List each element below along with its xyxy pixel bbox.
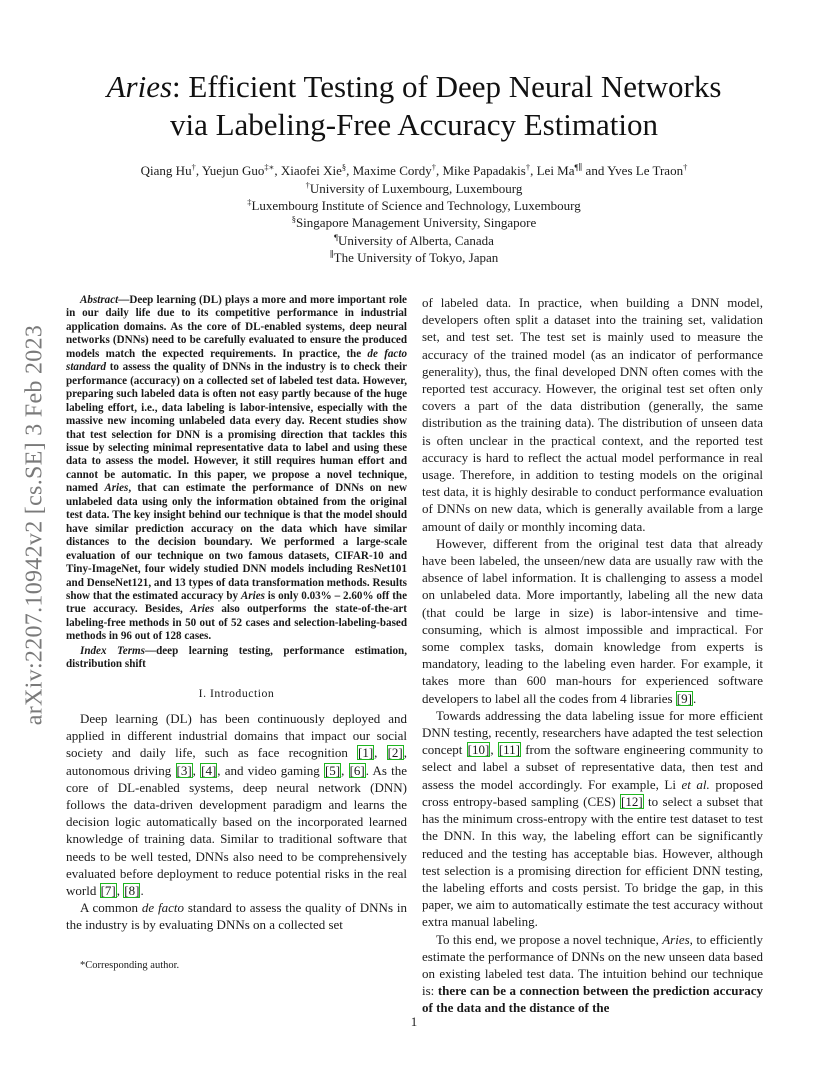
citation-link[interactable]: [11]: [498, 742, 520, 758]
affiliation-mark: §: [291, 214, 296, 225]
affiliation-text: Singapore Management University, Singapore: [295, 215, 537, 231]
intro-paragraph-4: [422, 707, 763, 931]
abstract-text-1: Deep learning (DL) plays a more and more important role in our daily life due to its competitive performance in industrial application domains. As the core of DL-enabled systems, deep neural networks (DNNs) need to be carefully evaluated to ensure the produced models match the expected requirements. In practice, the: [66, 294, 407, 360]
author-affiliation-mark: †: [683, 162, 688, 172]
citation-link[interactable]: [10]: [467, 742, 490, 758]
title-line-2: via Labeling-Free Accuracy Estimation: [169, 107, 659, 142]
intro-paragraph-2-continued: of labeled data. In practice, when building a DNN model, developers often split a dataset into the training set, validation set, and test set. The test set is mainly used to measure the accuracy of the trained model (as an indicator of performance generality), thus, the final developed DNN often comes with the reported test accuracy. However, the original test set often only covers a part of the data distribution (generally, the same distribution as the training data). The distribution of unseen data is often unclear in the practical context, and the reported test accuracy is hard to reflect the actual model performance in real usage. Therefore, in addition to testing models on the original test data, it is highly desirable to conduct performance evaluation of DNNs on new data, which is generally available from a large amount of daily or monthly incoming data.: [422, 295, 763, 534]
para-text: standard to assess the quality of DNNs in the industry is by evaluating DNNs on a collected set: [66, 900, 407, 933]
affiliation-text: University of Alberta, Canada: [337, 232, 494, 248]
para-text: , and video gaming: [217, 762, 324, 778]
abstract-em-3: Aries: [240, 589, 265, 602]
para-em: Aries: [662, 931, 690, 947]
citation-link[interactable]: [12]: [621, 793, 643, 809]
affiliation-mark: ‡: [247, 197, 252, 208]
para-text: to select a subset that has the minimum cross-entropy with the entire test dataset to test the DNN. In this way, the labeling effort can be significantly reduced and the testing has acceptable bias. However, although test selection is a promising direction for efficient DNN testing, the labeling efforts and costs persist. To bridge the gap, in this paper, we aim to automatically estimate the test accuracy without extra manual labeling.: [422, 793, 764, 930]
author-name: Yves Le Traon: [607, 163, 684, 178]
abstract-label: Abstract: [80, 294, 119, 306]
para-em: de facto: [141, 900, 185, 916]
para-text: Towards addressing the data labeling issue for more efficient DNN testing, recently, researchers have adapted the test selection concept: [422, 707, 763, 758]
para-text: To this end, we propose a novel technique,: [436, 931, 663, 947]
citation-link[interactable]: [1]: [357, 745, 374, 761]
intro-paragraph-1: [66, 710, 407, 899]
para-text: ,: [116, 882, 124, 898]
page-number: 1: [410, 1014, 418, 1029]
para-text: .: [692, 690, 697, 706]
author-name: Xiaofei Xie: [280, 163, 342, 178]
left-column: [66, 294, 407, 934]
para-text: , to efficiently estimate the performance of DNNs on the new unseen data based on existing labeled test data. The intuition behind our technique is:: [422, 931, 763, 999]
affiliation-mark: †: [305, 180, 310, 190]
title-line-1-rest: : Efficient Testing of Deep Neural Networks: [172, 69, 722, 104]
index-terms-dash: —: [144, 644, 157, 657]
author-separator: ,: [435, 163, 443, 178]
author-name: Maxime Cordy: [352, 163, 432, 178]
affiliation-text: The University of Tokyo, Japan: [333, 249, 499, 265]
para-text: . As the core of DL-enabled systems, deep neural network (DNN) follows the data-driven development paradigm and learns the decision logic automatically based on the incorporated learned knowledge of training data. Similar to traditional software that needs to be well tested, DNNs also need to be comprehensively evaluated before deployment to reduce potential risks in the real world: [66, 762, 408, 898]
citation-link[interactable]: [2]: [387, 745, 403, 761]
title-aries: Aries: [106, 69, 173, 104]
author-name: Yuejun Guo: [201, 163, 265, 178]
para-text: However, different from the original test data that already have been labeled, the unseen/new data are usually raw with the absence of label information. It is challenging to assess a model on unlabeled data. More importantly, labeling all the new data (that could be large in size) is labor-intensive and time-consuming, which is almost impossible and impractical. For some complex tasks, domain knowledge from experts is mandatory, leading to the labeling even harder. For example, it takes more than 600 man-hours for experienced software developers to label all the codes from 4 libraries: [422, 535, 763, 706]
affiliation-mark: ¶: [334, 231, 338, 242]
author-affiliation-mark: ¶∥: [574, 162, 583, 172]
abstract-dash: —: [118, 294, 130, 306]
author-separator: ,: [274, 163, 281, 178]
abstract-text-3: , that can estimate the performance of DNNs on new unlabeled data using only the information obtained from the original test data. The key insight behind our technique is that the model should have similar prediction accuracy on the data which have similar distances to the decision boundary. We performed a large-scale evaluation of our technique on two famous datasets, CIFAR-10 and Tiny-ImageNet, four widely studied DNN models including ResNet101 and DenseNet121, and 13 types of data transformation methods. Results show that the estimated accuracy by: [66, 482, 407, 602]
para-em: et al.: [681, 776, 710, 792]
right-column: [422, 294, 763, 1017]
affiliation-line: [60, 197, 768, 214]
citation-link[interactable]: [6]: [349, 762, 365, 778]
para-text: ,: [341, 762, 349, 778]
index-terms: [66, 645, 407, 672]
affiliation-line: [60, 232, 768, 249]
author-separator: ,: [346, 163, 353, 178]
arxiv-stamp: [20, 300, 50, 750]
author-name: Qiang Hu: [140, 163, 192, 178]
abstract-text-2: to assess the quality of DNNs in the industry is to check their performance (accuracy) on a collected set of labeled test data. However, preparing such labeled data is often not easy partly because of the huge labeling effort, i.e., data labeling is labor-intensive, especially with the massive new incoming unlabeled data every day. Recent studies show that test selection for DNN is a promising direction that tackles this issue by selecting minimal representative data to label and using these data to assess the model. However, it still requires human effort and cannot be automatic. In this paper, we propose a novel technique, named: [66, 361, 407, 495]
para-text: A common: [80, 900, 142, 916]
intro-paragraph-2: [66, 899, 407, 933]
abstract-em-2: Aries: [104, 482, 129, 495]
author-affiliation-mark: †: [525, 162, 531, 172]
paper-title: [60, 68, 768, 144]
author-separator: ,: [530, 163, 537, 178]
author-separator: ,: [195, 163, 202, 178]
intro-paragraph-5: [422, 931, 763, 1017]
para-text: ,: [490, 742, 498, 758]
citation-link[interactable]: [8]: [124, 882, 140, 898]
para-text: .: [140, 882, 144, 898]
para-text: Deep learning (DL) has been continuously deployed and applied in different industrial domains that impact our social society and daily life, such as face recognition: [66, 710, 407, 761]
citation-link[interactable]: [7]: [100, 882, 116, 898]
para-text: ,: [374, 745, 387, 761]
affiliation-line: [60, 180, 768, 197]
affiliation-text: Luxembourg Institute of Science and Technology, Luxembourg: [251, 198, 581, 214]
citation-link[interactable]: [3]: [176, 762, 192, 778]
author-affiliation-mark: †: [191, 162, 196, 172]
author-affiliation-mark: §: [341, 162, 347, 172]
arxiv-stamp-text: arXiv:2207.10942v2 [cs.SE] 3 Feb 2023: [21, 324, 48, 726]
para-text: proposed cross entropy-based sampling (CES): [422, 776, 763, 809]
index-terms-label: Index Terms: [80, 644, 145, 657]
abstract-text-4: is only 0.03% – 2.60% off the true accuracy. Besides,: [66, 589, 407, 616]
intro-paragraph-3: [422, 535, 763, 707]
author-name: Mike Papadakis: [442, 163, 526, 178]
title-line-1: [60, 68, 768, 106]
abstract: [66, 294, 407, 644]
section-heading-introduction: I. Introduction: [198, 685, 275, 700]
affiliation-text: University of Luxembourg, Luxembourg: [309, 181, 523, 196]
affiliation-list: [60, 180, 768, 266]
index-terms-text: deep learning testing, performance estimation, distribution shift: [66, 644, 407, 671]
abstract-em-4: Aries: [190, 603, 215, 616]
affiliation-mark: ∥: [329, 248, 334, 259]
citation-link[interactable]: [4]: [201, 762, 217, 778]
footnote: *Corresponding author.: [80, 960, 180, 971]
abstract-em-1: de facto standard: [66, 347, 407, 374]
author-separator: and: [582, 163, 608, 178]
para-text: ,: [192, 762, 201, 778]
author-name: Lei Ma: [536, 163, 575, 178]
author-affiliation-mark: ‡∗: [264, 162, 275, 172]
citation-link[interactable]: [5]: [324, 762, 341, 778]
para-text: from the software engineering community to select and label a subset of representative data, then test and assess the model accordingly. For example, Li: [422, 742, 763, 792]
author-affiliation-mark: †: [431, 162, 436, 172]
citation-link[interactable]: [9]: [676, 690, 692, 706]
para-text: , autonomous driving: [66, 745, 407, 778]
para-bold: there can be a connection between the prediction accuracy of the data and the distance of the: [422, 983, 763, 1016]
abstract-text-5: also outperforms the state-of-the-art labeling-free methods in 50 out of 52 cases and selection-labeling-based methods in 96 out of 128 cases.: [66, 603, 407, 643]
author-list: [60, 162, 768, 179]
affiliation-line: [60, 249, 768, 266]
affiliation-line: [60, 214, 768, 231]
